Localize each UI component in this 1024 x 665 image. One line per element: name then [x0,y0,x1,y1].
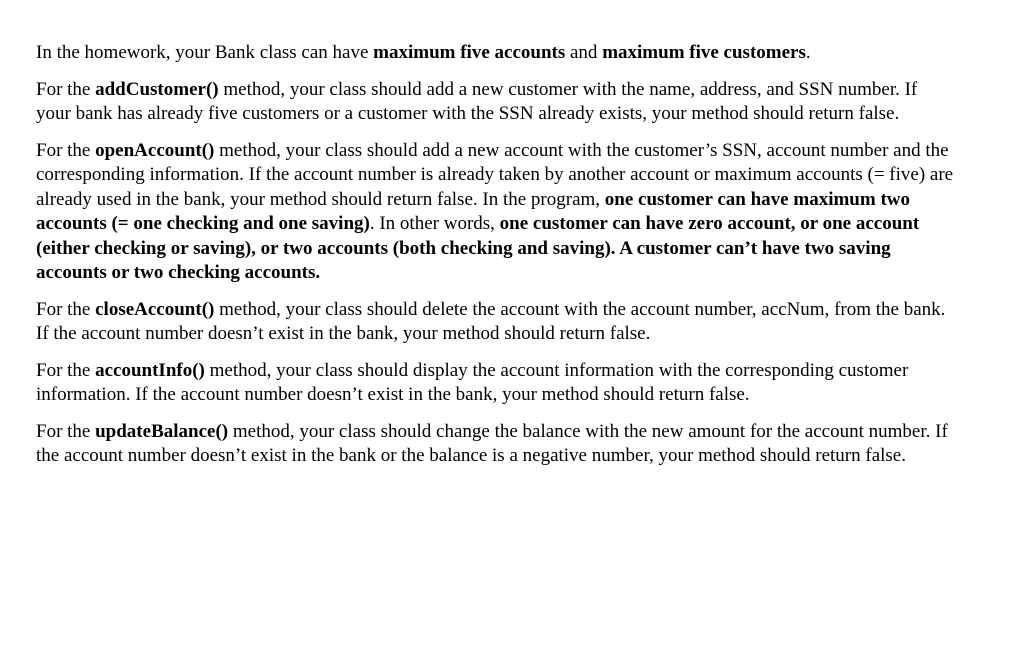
text-run: In the homework, your Bank class can have [36,42,374,63]
paragraph-close-account [36,298,956,347]
paragraph-intro [36,41,956,66]
text-run: For the [36,298,96,320]
text-run: method, your class should add a new customer with the name, address, and SSN number. If your bank has already five customers or a customer with the SSN already exists, your method should return false. [36,78,918,124]
text-run: method, your class should delete the account with the account number, accNum, from the bank. If the account number doesn’t exist in the bank, your method should return false. [36,298,946,344]
text-run: For the [36,359,96,381]
document-body [36,41,956,481]
text-run: For the [36,420,96,442]
bold-text-run: one customer can have maximum two accounts (= one checking and one saving) [36,188,910,234]
paragraph-account-info [36,359,956,408]
text-run: method, your class should change the balance with the new amount for the account number. If the account number doesn’t exist in the bank or the balance is a negative number, your method should return false. [36,420,948,466]
text-run: For the [36,78,96,100]
text-run: . In other words, [369,213,500,234]
paragraph-open-account [36,139,956,286]
text-run: method, your class should add a new account with the customer’s SSN, account number and the corresponding information. If the account number is already taken by another account or maximum accounts (= five) are already used in the bank, your method should return false. In the program, [36,139,954,210]
text-run: For the [36,139,96,161]
bold-text-run: maximum five accounts [373,42,566,63]
method-name-account-info: accountInfo() [95,359,205,381]
bold-text-run: maximum five customers [602,42,806,63]
text-run: method, your class should display the account information with the corresponding customer information. If the account number doesn’t exist in the bank, your method should return false. [36,359,909,405]
method-name-add-customer: addCustomer() [95,78,219,100]
method-name-update-balance: updateBalance() [95,420,229,442]
method-name-open-account: openAccount() [95,139,215,161]
paragraph-add-customer [36,78,956,127]
text-run: . [805,42,811,63]
text-run: and [565,42,603,63]
bold-text-run: one customer can have zero account, or one account (either checking or saving), or two accounts (both checking and saving). A customer can’t have two saving accounts or two checking accounts. [36,213,920,283]
method-name-close-account: closeAccount() [95,298,215,320]
paragraph-update-balance [36,420,956,469]
